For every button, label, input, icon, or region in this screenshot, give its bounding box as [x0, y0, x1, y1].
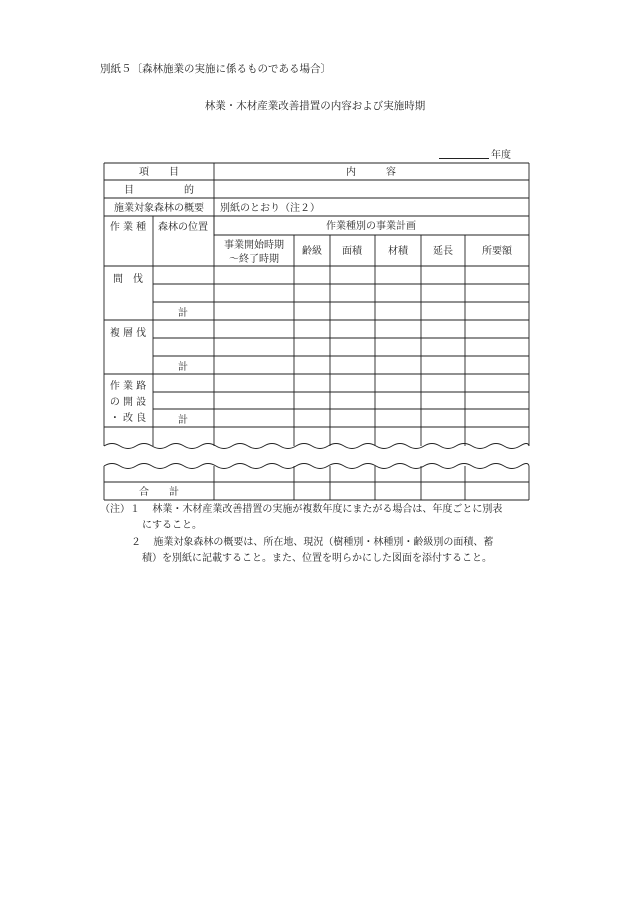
document-heading: 別紙５〔森林施業の実施に係るものである場合〕: [100, 63, 331, 75]
group-road-line2: の 開 設: [109, 397, 147, 408]
group-road-line1: 作 業 路: [109, 381, 147, 392]
subtotal-multilayer: 計: [178, 362, 188, 373]
header-location: 森林の位置: [158, 222, 208, 233]
note-2-text: 施業対象森林の概要は、所在地、現況（樹種別・林種別・齢級別の面積、蓄: [153, 537, 494, 548]
note-2-continued: 積）を別紙に記載すること。また、位置を明らかにした図面を添付すること。: [142, 553, 492, 564]
row-overview-value: 別紙のとおり（注２）: [220, 203, 320, 214]
header-work-type: 作 業 種: [109, 222, 147, 233]
fiscal-year-label: 年度: [491, 150, 511, 161]
header-period-line1: 事業開始時期: [224, 240, 284, 251]
header-length: 延長: [433, 246, 453, 257]
note-1-text: 林業・木材産業改善措置の実施が複数年度にまたがる場合は、年度ごとに別表: [152, 504, 503, 515]
note-1-continued: にすること。: [142, 520, 202, 531]
subtotal-road: 計: [178, 415, 188, 426]
header-plan: 作業種別の事業計画: [326, 221, 416, 232]
header-period-line2: ～終了時期: [229, 254, 279, 265]
header-cost: 所要額: [482, 246, 512, 257]
note-1-number: （注）１: [100, 504, 140, 515]
group-road-line3: ・ 改 良: [109, 413, 147, 424]
group-thinning: 間 伐: [113, 274, 143, 285]
note-2-number: ２: [131, 537, 141, 548]
header-age-class: 齢級: [302, 246, 322, 257]
group-multilayer: 複 層 伐: [109, 328, 147, 339]
note-2: [131, 535, 493, 550]
header-content: 内 容: [346, 167, 396, 178]
header-volume: 材積: [388, 246, 408, 257]
row-overview-label: 施業対象森林の概要: [114, 203, 204, 214]
document-title: 林業・木材産業改善措置の内容および実施時期: [204, 100, 426, 112]
grand-total-label: 合 計: [139, 487, 179, 498]
header-area: 面積: [342, 246, 362, 257]
subtotal-thinning: 計: [178, 308, 188, 319]
header-item: 項 目: [139, 167, 179, 178]
note-1: [100, 502, 502, 517]
row-purpose-label: 目 的: [124, 185, 194, 196]
